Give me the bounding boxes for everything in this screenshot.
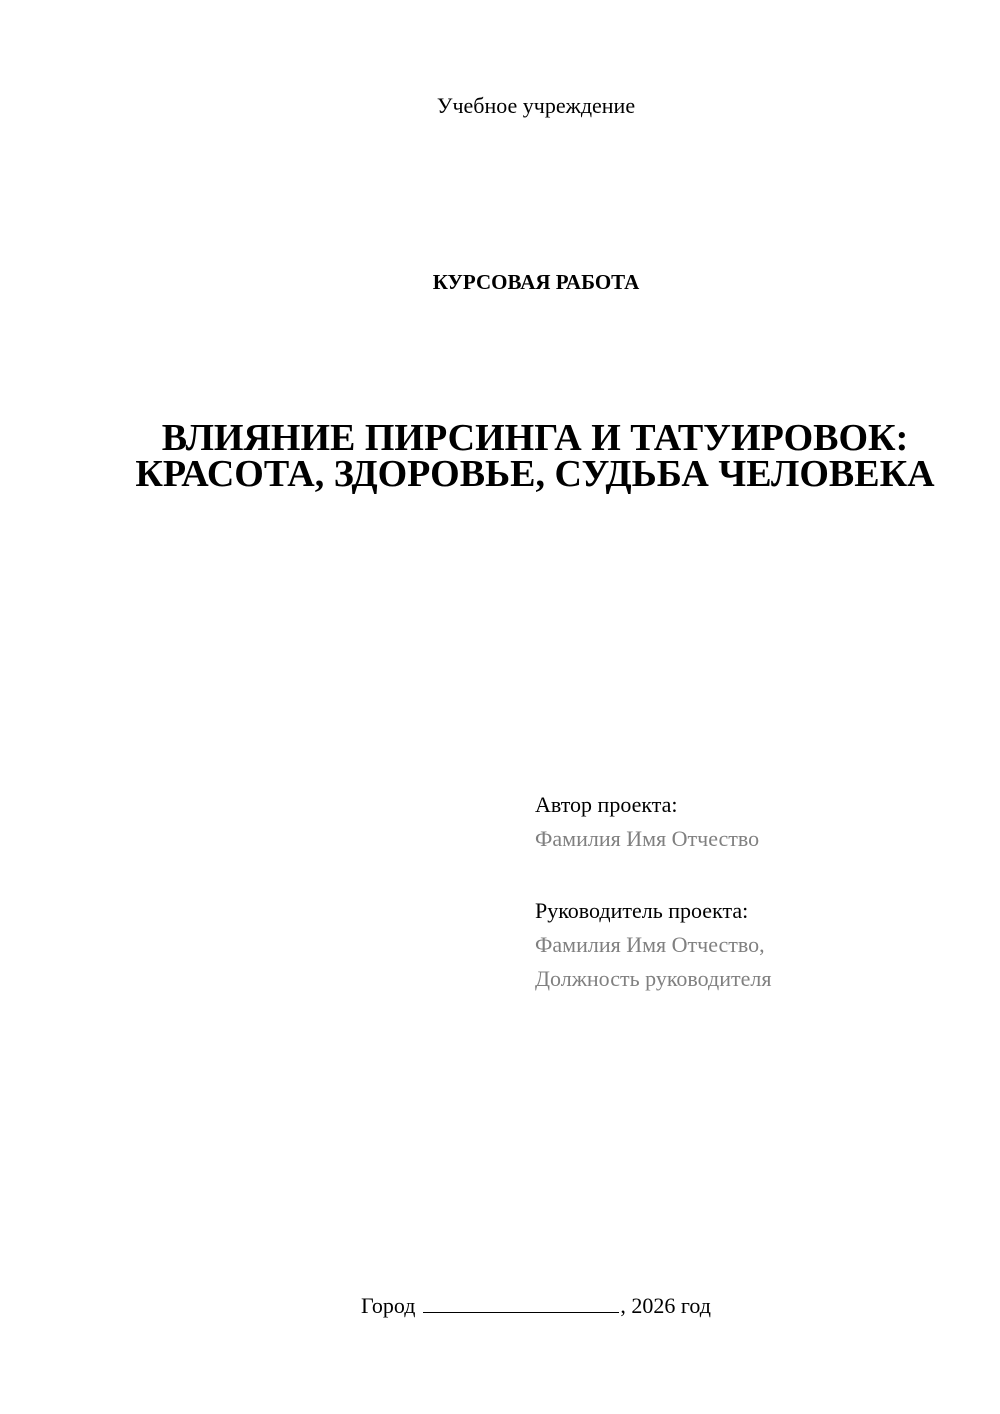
- document-title: ВЛИЯНИЕ ПИРСИНГА И ТАТУИРОВОК: КРАСОТА, ЗДОРОВЬЕ, СУДЬБА ЧЕЛОВЕКА: [135, 417, 935, 495]
- credits-block: [535, 788, 975, 996]
- credits-spacer: [535, 856, 975, 894]
- work-type-heading: КУРСОВАЯ РАБОТА: [432, 270, 640, 294]
- supervisor-label: Руководитель проекта:: [535, 898, 749, 923]
- year-text: , 2026 год: [620, 1293, 711, 1318]
- city-blank-line: [423, 1290, 619, 1313]
- city-year-line: [0, 1290, 1000, 1321]
- supervisor-position: Должность руководителя: [535, 966, 772, 991]
- city-label: Город: [361, 1293, 416, 1318]
- author-name: Фамилия Имя Отчество: [535, 826, 760, 851]
- institution-name: Учебное учреждение: [436, 93, 636, 118]
- author-label: Автор проекта:: [535, 792, 678, 817]
- supervisor-name: Фамилия Имя Отчество,: [535, 932, 765, 957]
